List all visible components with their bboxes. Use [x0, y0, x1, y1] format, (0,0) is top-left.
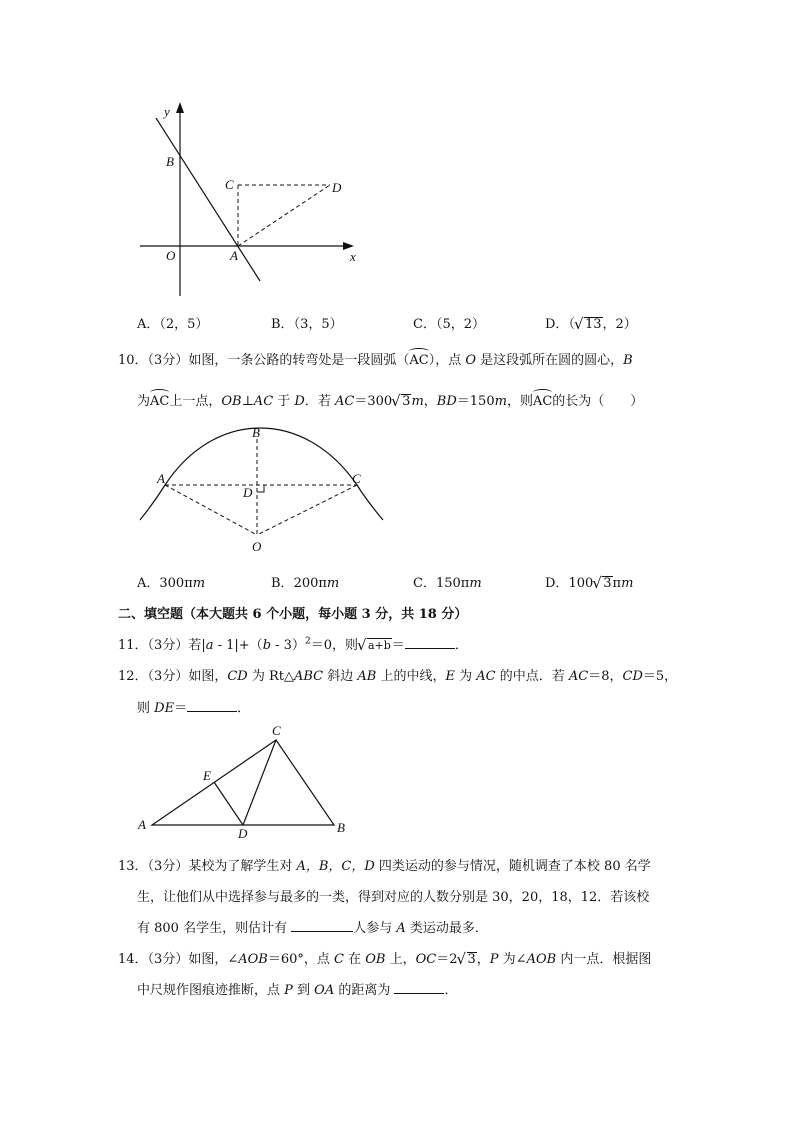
- label-b: B: [252, 425, 260, 440]
- q11-answer-blank[interactable]: [405, 648, 455, 649]
- sqrt-symbol: √ 13: [575, 317, 603, 332]
- sqrt-symbol: √ 3: [593, 576, 612, 591]
- q12-answer-blank[interactable]: [187, 711, 237, 712]
- q10-option-c[interactable]: C．150πm: [413, 576, 482, 591]
- sqrt-symbol: √ 3: [458, 952, 477, 967]
- label-c: C: [272, 723, 281, 738]
- q12-triangle-figure: [135, 722, 360, 842]
- q14-answer-blank[interactable]: [394, 993, 444, 994]
- arc-ac-symbol: AC: [532, 394, 553, 409]
- q9-coordinate-figure: [140, 96, 370, 306]
- q12-line2: 则 DE＝ ．: [137, 701, 251, 716]
- label-a: A: [230, 248, 238, 263]
- q9-option-a[interactable]: A．（2，5）: [137, 317, 209, 332]
- q10-line2: 为AC上一点，OB⊥AC 于 D．若 AC＝300√ 3m，BD＝150m，则AC的长为（ ）: [137, 390, 643, 409]
- label-b: B: [166, 154, 174, 169]
- q10-option-d[interactable]: D．100√ 3πm: [545, 572, 633, 591]
- q13-line1: 13．（3分）某校为了解学生对 A，B，C，D 四类运动的参与情况，随机调查了本校 80 名学: [118, 859, 651, 874]
- label-y: y: [164, 104, 170, 119]
- q14-line2: 中尺规作图痕迹推断，点 P 到 OA 的距离为 ．: [137, 983, 458, 998]
- q9-option-c[interactable]: C．（5，2）: [413, 317, 485, 332]
- section-title: 二、填空题（本大题共 6 个小题，每小题 3 分，共 18 分）: [118, 607, 468, 622]
- q13-line2: 生，让他们从中选择参与最多的一类，得到对应的人数分别是 30，20，18，12．若该校: [137, 890, 650, 905]
- q12-line1: 12．（3分）如图，CD 为 Rt△ABC 斜边 AB 上的中线，E 为 AC 的中点．若 AC＝8，CD＝5，: [118, 669, 678, 684]
- arc-ac-symbol: AC: [150, 394, 170, 409]
- q14-line1: 14．（3分）如图，∠AOB＝60°，点 C 在 OB 上，OC＝2√ 3，P 为∠AOB 内一点．根据图: [118, 948, 651, 967]
- label-c: C: [352, 471, 361, 486]
- label-d: D: [238, 826, 248, 841]
- label-o: O: [166, 248, 176, 263]
- label-d: D: [243, 485, 253, 500]
- triangle-abc: [152, 740, 334, 825]
- arc-ac-symbol: AC: [409, 353, 429, 368]
- y-axis-arrow-icon: [176, 102, 184, 113]
- q11-line: 11．（3分）若|a - 1|+（b - 3）$^2$＝0，则√ a+b＝ ．: [118, 634, 468, 653]
- q10-option-a[interactable]: A．300πm: [137, 576, 206, 591]
- q13-answer-blank[interactable]: [291, 931, 353, 932]
- q9-option-d[interactable]: D．（√ 13，2）: [545, 313, 637, 332]
- label-c: C: [225, 177, 234, 192]
- sqrt-symbol: √ a+b: [358, 638, 392, 653]
- label-x: x: [350, 249, 356, 264]
- q10-arc-figure: [135, 423, 390, 558]
- q10-line1: 10．（3分）如图，一条公路的转弯处是一段圆弧（AC），点 O 是这段弧所在圆的圆心，B: [118, 353, 633, 368]
- q13-line3: 有 800 名学生，则估计有 人参与 A 类运动最多．: [137, 921, 488, 936]
- label-e: E: [203, 768, 211, 783]
- segment-de: [214, 782, 243, 825]
- segment-oc: [257, 485, 357, 535]
- road-arc: [140, 428, 383, 520]
- right-angle-mark: [257, 485, 264, 492]
- label-d: D: [332, 180, 342, 195]
- dashed-ad: [238, 185, 330, 246]
- q10-option-b[interactable]: B．200πm: [271, 576, 340, 591]
- label-o: O: [252, 539, 262, 554]
- sqrt-symbol: √ 3: [392, 394, 411, 409]
- label-b: B: [337, 820, 345, 835]
- q9-option-b[interactable]: B．（3，5）: [271, 317, 343, 332]
- segment-cd: [243, 740, 276, 825]
- label-a: A: [157, 471, 165, 486]
- label-a: A: [138, 817, 146, 832]
